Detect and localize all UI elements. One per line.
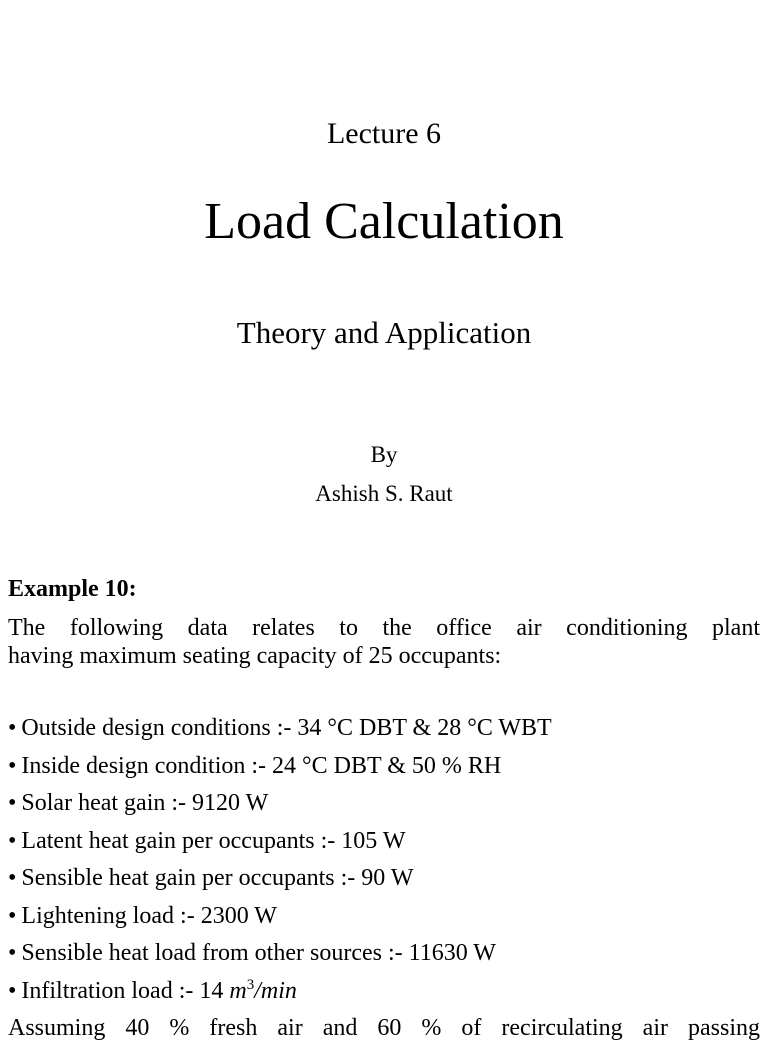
list-item-text: Inside design condition :- 24 °C DBT & 50 % RH [21,752,502,779]
example-intro [8,614,760,670]
bullet-icon: • [8,940,17,966]
page-title: Load Calculation [204,193,564,250]
author-name: Ashish S. Raut [315,481,453,506]
unit-rest: /min [254,977,297,1004]
cut-off-text-line: Assuming 40 % fresh air and 60 % of recirculating air passing [8,1015,760,1041]
intro-line-2: having maximum seating capacity of 25 occupants: [8,643,502,669]
list-item-inside-design [8,752,760,790]
list-item-text: Latent heat gain per occupants :- 105 W [21,827,406,854]
list-item-sensible-heat [8,864,760,902]
unit-base: m [229,977,247,1004]
bullet-icon: • [8,715,17,741]
list-item-outside-design [8,714,760,752]
list-item-text: Lightening load :- 2300 W [21,902,277,929]
list-item-text: Sensible heat gain per occupants :- 90 W [21,865,414,891]
lecture-number: Lecture 6 [326,117,442,150]
list-item-infiltration [8,977,760,1015]
bullet-icon: • [8,752,17,779]
bullet-icon: • [8,902,17,929]
intro-line-1: The following data relates to the office air conditioning plant [8,615,760,641]
example-heading: Example 10: [8,576,137,602]
bullet-icon: • [8,790,17,816]
given-data-list [8,714,760,1014]
list-item-latent-heat [8,827,760,865]
list-item-solar-heat [8,789,760,827]
bullet-icon: • [8,827,17,854]
list-item-text: Outside design conditions :- 34 °C DBT & 28 °C WBT [21,715,552,741]
subtitle: Theory and Application [236,315,532,350]
infiltration-label: Infiltration load :- 14 [21,977,230,1004]
unit-exponent: 3 [246,976,255,993]
by-label: By [370,442,398,467]
bullet-icon: • [8,865,17,891]
list-item-text: Solar heat gain :- 9120 W [21,790,269,816]
bullet-icon: • [8,977,17,1004]
list-item-text: Sensible heat load from other sources :- 11630 W [21,940,496,966]
list-item-other-sources [8,939,760,977]
list-item-lightening-load [8,902,760,940]
